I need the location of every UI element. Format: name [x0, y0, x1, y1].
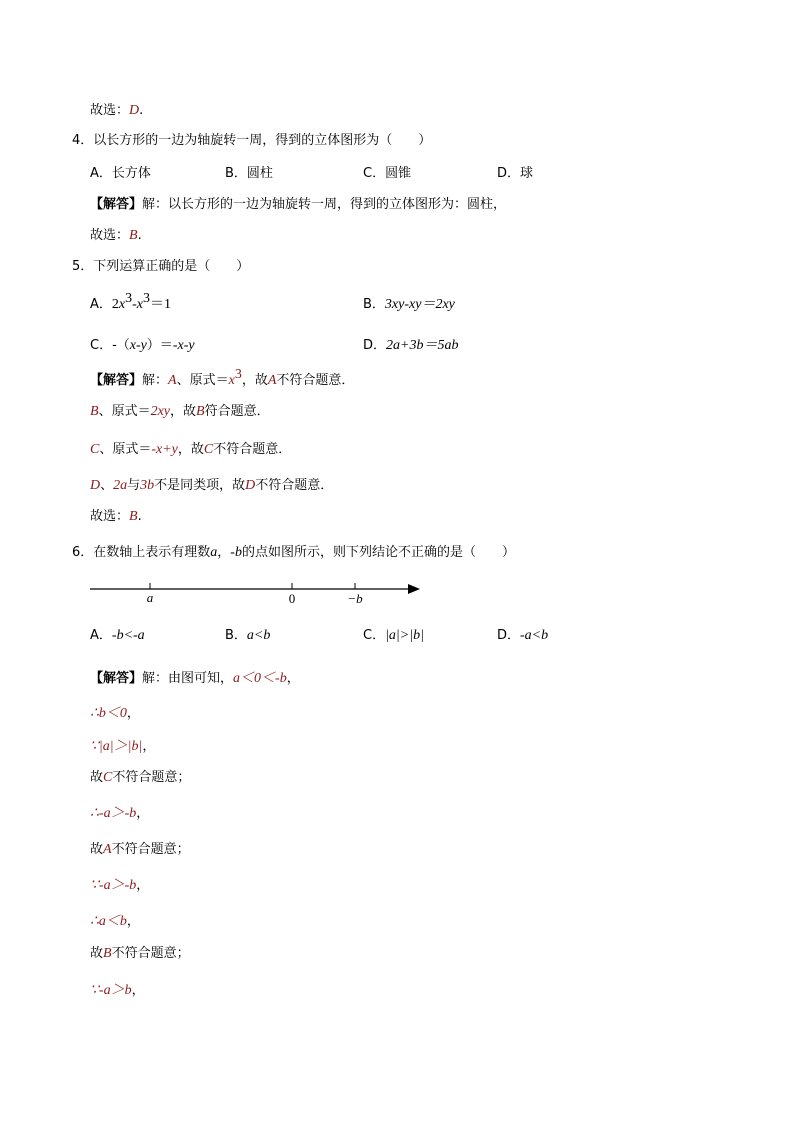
q6-option-c: C．|a|>|b|	[363, 628, 424, 643]
q6-option-d: D．-a<b	[497, 628, 549, 643]
q6-option-b: B．a<b	[225, 628, 271, 643]
q4-conclusion: 故选：B.	[90, 228, 142, 243]
q6-solution-line-4: 故C不符合题意；	[90, 770, 191, 785]
question-6-stem: 6．在数轴上表示有理数a，-b的点如图所示，则下列结论不正确的是（ ）	[72, 545, 515, 560]
q5-conclusion: 故选：B.	[90, 509, 142, 524]
question-5-stem: 5．下列运算正确的是（ ）	[72, 259, 250, 274]
q4-option-b: B．圆柱	[225, 166, 273, 181]
q5-option-d: D．2a+3b＝5ab	[363, 338, 459, 353]
q4-solution: 【解答】解：以长方形的一边为轴旋转一周，得到的立体图形为：圆柱，	[90, 197, 507, 212]
q5-option-b: B．3xy-xy＝2xy	[363, 297, 455, 312]
q4-option-d: D．球	[497, 166, 534, 181]
q6-solution-line-10: ∵-a＞b，	[90, 983, 145, 998]
q4-option-c: C．圆锥	[363, 166, 412, 181]
q6-solution-line-7: ∵-a＞-b，	[90, 878, 150, 893]
q6-solution-line-5: ∴-a＞-b，	[90, 806, 150, 821]
axis-label-a: a	[146, 590, 154, 605]
q5-option-a: A．$2x^3-x^3=1$	[90, 291, 172, 312]
question-4-stem: 4．以长方形的一边为轴旋转一周，得到的立体图形为（ ）	[72, 133, 432, 148]
q5-option-c: C．-（x-y）＝-x-y	[90, 338, 195, 353]
q6-solution-line-3: ∵|a|＞|b|，	[90, 739, 156, 754]
axis-label-negb: −b	[347, 591, 363, 606]
number-line-arrow	[408, 584, 420, 594]
q3-conclusion: 故选：D.	[90, 103, 144, 118]
q4-option-a: A．长方体	[90, 166, 151, 181]
q6-solution-line-9: 故B不符合题意；	[90, 946, 190, 961]
q6-solution-line-8: ∴a＜b，	[90, 914, 140, 929]
q6-solution-line-2: ∴b＜0，	[90, 706, 140, 721]
q5-solution-c: C、原式＝-x+y，故C不符合题意．	[90, 442, 292, 457]
axis-label-zero: 0	[288, 591, 296, 606]
q6-solution-line-6: 故A不符合题意；	[90, 842, 190, 857]
q5-solution-d: D、2a与3b不是同类项，故D不符合题意．	[90, 478, 334, 493]
q6-solution-line-1: 【解答】解：由图可知，a＜0＜-b，	[90, 671, 300, 686]
q6-option-a: A．-b<-a	[90, 628, 145, 643]
q5-solution-b: B、原式＝2xy，故B符合题意．	[90, 404, 270, 419]
q5-solution-a: 【解答】解：A、原式$=x^3$，故A不符合题意．	[90, 367, 355, 388]
